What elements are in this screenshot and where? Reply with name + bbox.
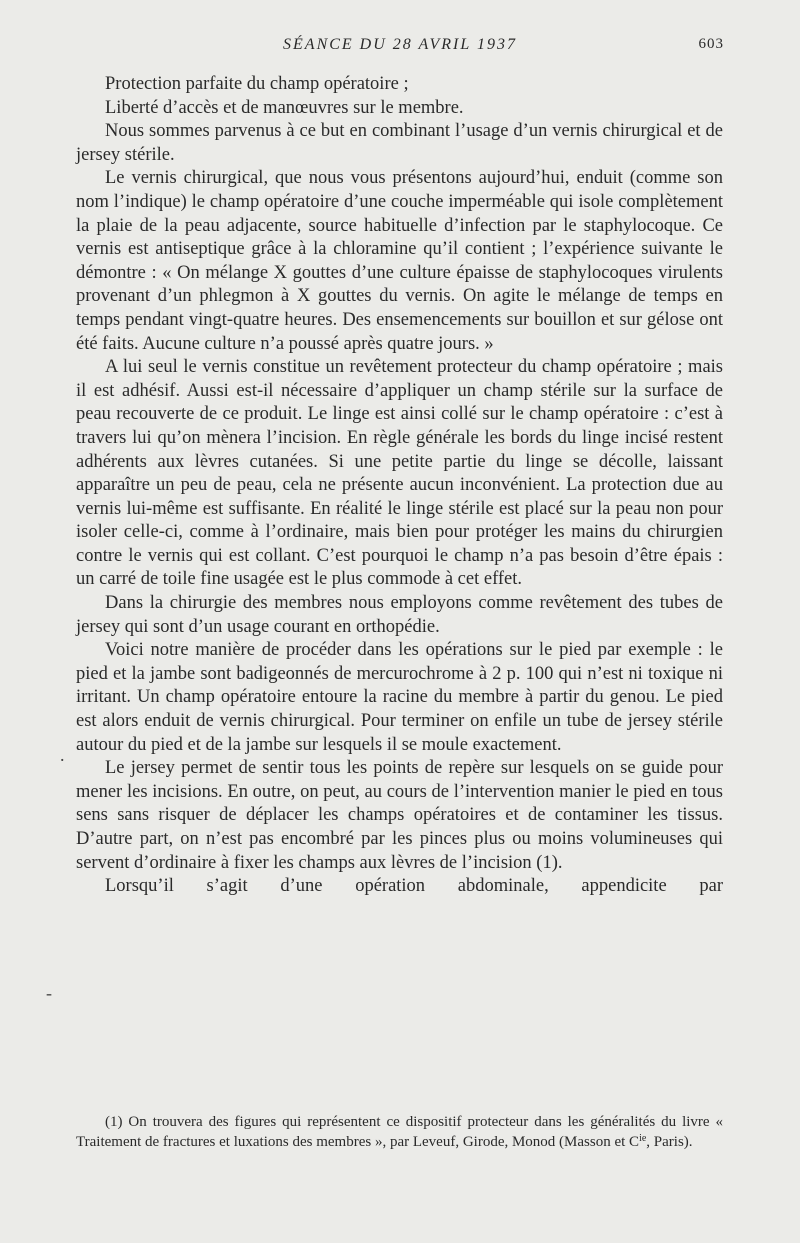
paragraph: Voici notre manière de procéder dans les opérations sur le pied par exemple : le pied et la jambe sont badigeonnés de mercurochrome à 2 p. 100 qui n’est ni toxique ni irritant. Un champ opératoire entoure la racine du membre à partir du genou. Le pied est alors enduit de vernis chirurgical. Pour terminer on enfile un tube de jersey stérile autour du pied et de la jambe sur lesquels il se moule exactement. (76, 640, 723, 755)
paragraph: Nous sommes parvenus à ce but en combinant l’usage d’un vernis chirurgical et de jersey stérile. (76, 121, 723, 165)
footnote-text-main: (1) On trouvera des figures qui représentent ce dispositif protecteur dans les généralités du livre « Traitement de fractures et luxations des membres », par Leveuf, Girode, Monod (Masson et C (76, 1114, 723, 1150)
paragraph: Protection parfaite du champ opératoire ; (105, 74, 409, 94)
footnote (76, 1113, 723, 1152)
margin-dot: . (60, 745, 65, 765)
margin-dash: - (46, 983, 52, 1003)
paragraph: Le jersey permet de sentir tous les points de repère sur lesquels on se guide pour mener les incisions. En outre, on peut, au cours de l’intervention manier le pied en tous sens sans risquer de déplacer les champs opératoires et de contaminer les tissus. D’autre part, on n’est pas encombré par les pinces plus ou moins volumineuses qui servent d’ordinaire à fixer les champs aux lèvres de l’incision (1). (76, 758, 723, 873)
body-text (76, 73, 723, 899)
footnote-text-end: , Paris). (646, 1133, 693, 1150)
header-title: SÉANCE DU 28 AVRIL 1937 (283, 36, 517, 53)
paragraph: A lui seul le vernis constitue un revêtement protecteur du champ opératoire ; mais il est adhésif. Aussi est-il nécessaire d’appliquer un champ stérile sur la surface de peau recouverte de ce produit. Le linge est ainsi collé sur le champ opératoire : c’est à travers lui qu’on mènera l’incision. En règle générale les bords du linge incisé restent adhérents aux lèvres cutanées. Si une petite partie du linge se décolle, laissant apparaître un peu de peau, cela ne présente aucun inconvénient. La protection due au vernis lui-même est suffisante. En réalité le linge stérile est placé sur la peau non pour isoler celle-ci, comme à l’ordinaire, mais bien pour protéger les mains du chirurgien contre le vernis qui est collant. C’est pourquoi le champ n’a pas besoin d’être épais : un carré de toile fine usagée est le plus commode à cet effet. (76, 357, 723, 590)
paragraph: Dans la chirurgie des membres nous employons comme revêtement des tubes de jersey qui sont d’un usage courant en orthopédie. (76, 593, 723, 637)
paragraph: Le vernis chirurgical, que nous vous présentons aujourd’hui, enduit (comme son nom l’indique) le champ opératoire d’une couche imperméable qui isole complètement la plaie de la peau adjacente, source habituelle d’infection par le staphylocoque. Ce vernis est antiseptique grâce à la chloramine qu’il contient ; l’expérience suivante le démontre : « On mélange X gouttes d’une culture épaisse de staphylocoques virulents provenant d’un phlegmon à X gouttes du vernis. On agite le mélange de temps en temps pendant vingt-quatre heures. Des ensemencements sur bouillon et sur gélose ont été faits. Aucune culture n’a poussé après quatre jours. » (76, 168, 723, 354)
footnote-text (76, 1113, 723, 1152)
running-header (76, 36, 724, 60)
footnote-superscript: ie (639, 1132, 647, 1144)
paragraph: Liberté d’accès et de manœuvres sur le membre. (105, 97, 464, 118)
paragraph-last: Lorsqu’il s’agit d’une opération abdominale, appendicite par (105, 876, 723, 897)
page-number: 603 (698, 36, 724, 52)
